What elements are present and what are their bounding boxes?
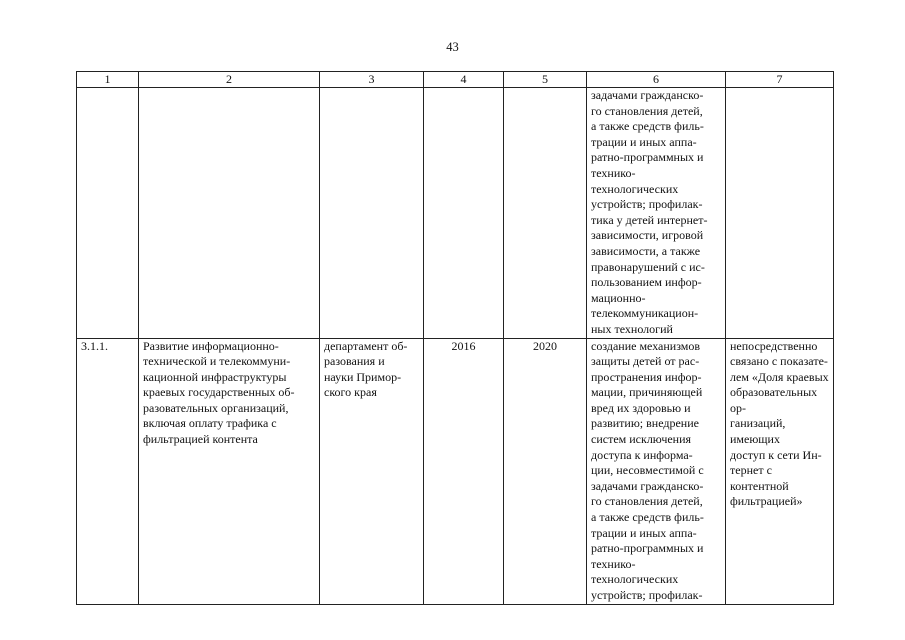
table-row [77,338,834,604]
cell-start-year: 2016 [424,338,504,604]
header-col-1: 1 [77,72,139,88]
cell-end-year [504,88,587,339]
cell-expected-result: создание механизмов защиты детей от рас- пространения инфор- мации, причиняющей вред их здоровью и развитию; внедрение систем исключения доступа к информа- ции, несовместимой с задачами гражданско- го становления детей, а также средств филь- трации и иных аппа- ратно-программных и технико- технологических устройств; профилак- [587,338,726,604]
header-col-6: 6 [587,72,726,88]
header-col-5: 5 [504,72,587,88]
program-activities-table [76,71,834,605]
cell-activity-name [139,88,320,339]
header-row [77,72,834,88]
header-col-3: 3 [320,72,424,88]
cell-number [77,88,139,339]
cell-activity-name: Развитие информационно- технической и телекоммуни- кационной инфраструктуры краевых государственных об- разовательных организаций, включая оплату трафика с фильтрацией контента [139,338,320,604]
table-row-continuation [77,88,834,339]
cell-indicator-link: непосредственно связано с показате- лем «Доля краевых образовательных ор- ганизаций, имеющих доступ к сети Ин- тернет с контентной фильтрацией» [726,338,834,604]
cell-executor: департамент об- разования и науки Примор- ского края [320,338,424,604]
cell-executor [320,88,424,339]
cell-indicator-link [726,88,834,339]
cell-start-year [424,88,504,339]
header-col-2: 2 [139,72,320,88]
cell-end-year: 2020 [504,338,587,604]
header-col-7: 7 [726,72,834,88]
cell-expected-result: задачами гражданско- го становления детей, а также средств филь- трации и иных аппа- ратно-программных и технико- технологических устройств; профилак- тика у детей интернет- зависимости, игровой зависимости, а также правонарушений с ис- пользованием инфор- мационно- телекоммуникацион- ных технологий [587,88,726,339]
header-col-4: 4 [424,72,504,88]
page-number: 43 [446,40,459,54]
cell-number: 3.1.1. [77,338,139,604]
